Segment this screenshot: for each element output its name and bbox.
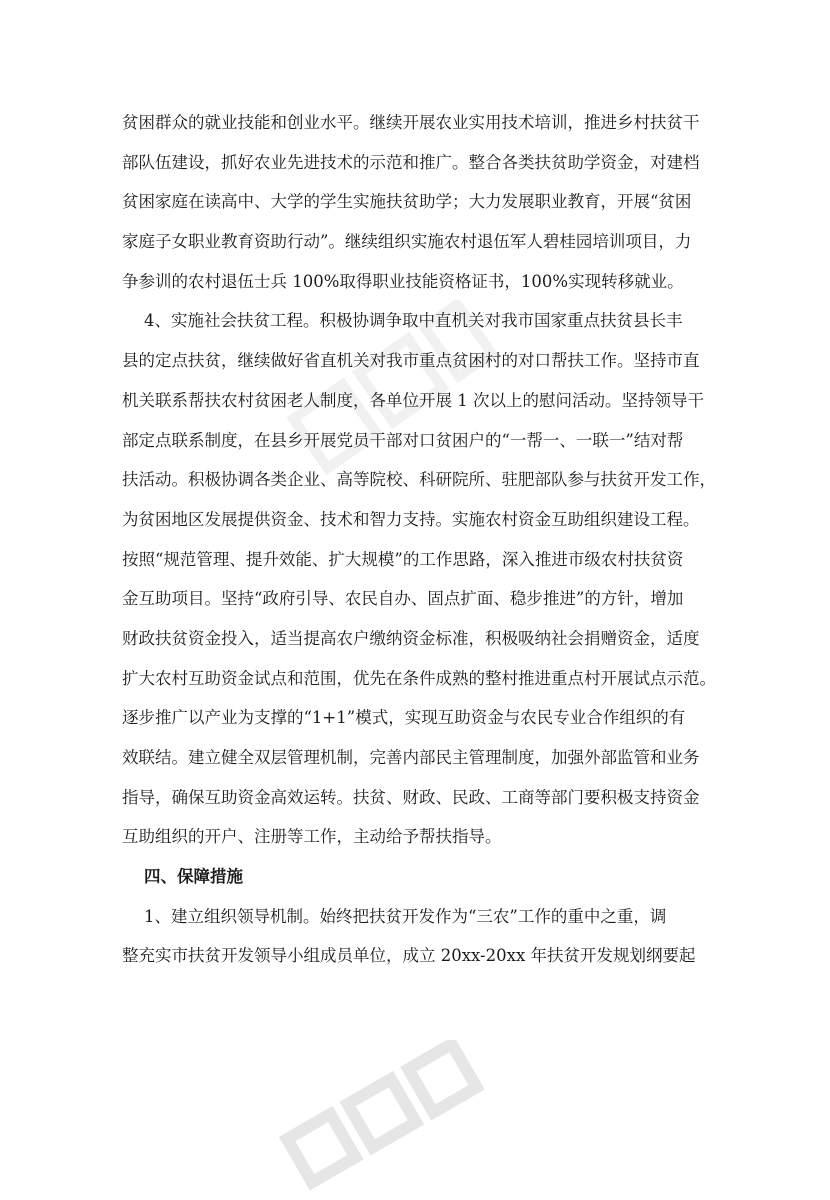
body-line-2: 部队伍建设，抓好农业先进技术的示范和推广。整合各类扶贫助学资金，对建档 [122, 152, 700, 172]
body-line-18: 指导，确保互助资金高效运转。扶贫、财政、民政、工商等部门要积极支持资金 [122, 787, 700, 807]
body-line-22: 整充实市扶贫开发领导小组成员单位，成立 20xx-20xx 年扶贫开发规划纲要起 [122, 946, 696, 966]
paragraph-4-start: 4、实施社会扶贫工程。积极协调争取中直机关对我市国家重点扶贫县长丰 [144, 311, 683, 331]
body-line-13: 金互助项目。坚持“政府引导、农民自办、固点扩面、稳步推进”的方针，增加 [122, 589, 684, 609]
body-line-15: 扩大农村互助资金试点和范围，优先在条件成熟的整村推进重点村开展试点示范。 [122, 668, 716, 688]
section-heading: 四、保障措施 [144, 867, 243, 887]
body-line-9: 部定点联系制度，在县乡开展党员干部对口贫困户的“一帮一、一联一”结对帮 [122, 430, 684, 450]
body-line-19: 互助组织的开户、注册等工作，主动给予帮扶指导。 [122, 827, 502, 847]
body-line-16: 逐步推广以产业为支撑的“1+1”模式，实现互助资金与农民专业合作组织的有 [122, 708, 686, 728]
body-line-17: 效联结。建立健全双层管理机制，完善内部民主管理制度，加强外部监管和业务 [122, 748, 700, 767]
body-line-11: 为贫困地区发展提供资金、技术和智力支持。实施农村资金互助组织建设工程。 [122, 509, 700, 529]
body-line-1: 贫困群众的就业技能和创业水平。继续开展农业实用技术培训，推进乡村扶贫干 [122, 113, 700, 132]
body-line-7: 县的定点扶贫，继续做好省直机关对我市重点贫困村的对口帮扶工作。坚持市直 [122, 351, 700, 371]
watermark-stamp [250, 1040, 510, 1200]
body-line-5: 争参训的农村退伍士兵 100%取得职业技能资格证书，100%实现转移就业。 [122, 271, 684, 291]
paragraph-1-start: 1、建立组织领导机制。始终把扶贫开发作为“三农”工作的重中之重，调 [144, 906, 667, 926]
body-line-10: 扶活动。积极协调各类企业、高等院校、科研院所、驻肥部队参与扶贫开发工作， [122, 470, 716, 490]
document-body [122, 103, 716, 976]
body-line-8: 机关联系帮扶农村贫困老人制度，各单位开展 1 次以上的慰问活动。坚持领导干 [122, 390, 704, 410]
body-line-3: 贫困家庭在读高中、大学的学生实施扶贫助学；大力发展职业教育，开展“贫困 [122, 192, 692, 212]
body-line-14: 财政扶贫资金投入，适当提高农户缴纳资金标准，积极吸纳社会捐赠资金，适度 [122, 628, 700, 648]
body-line-12: 按照“规范管理、提升效能、扩大规模”的工作思路，深入推进市级农村扶贫资 [122, 549, 684, 569]
body-line-4: 家庭子女职业教育资助行动”。继续组织实施农村退伍军人碧桂园培训项目，力 [122, 232, 692, 252]
